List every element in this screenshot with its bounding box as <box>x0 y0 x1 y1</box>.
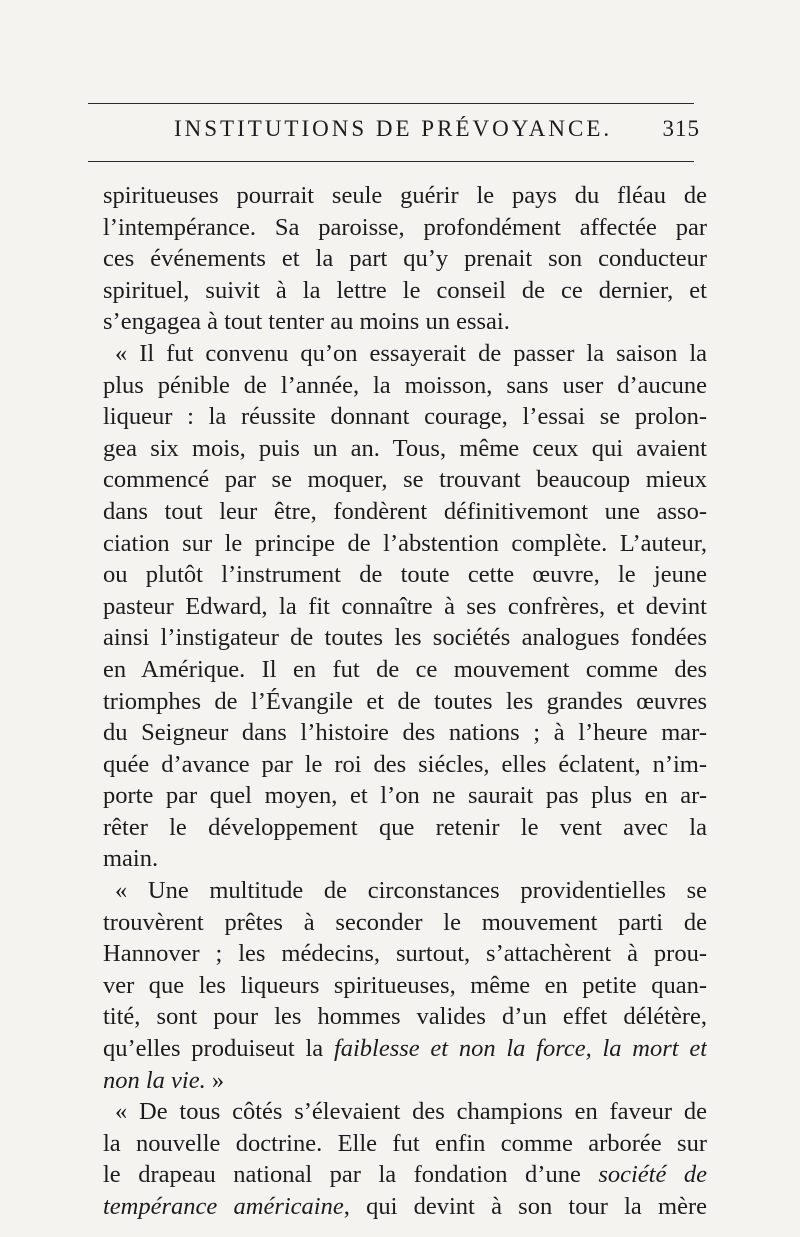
text-segment: « De tous côtés s’élevaient des champions en faveur de <box>115 1098 707 1126</box>
text-line <box>103 1001 707 1033</box>
text-segment: spirituel, suivit à la lettre le conseil de ce dernier, et <box>103 276 707 304</box>
text-line <box>103 938 707 970</box>
text-segment: triomphes de l’Évangile et de toutes les grandes œuvres <box>103 687 707 715</box>
text-segment: le drapeau national par la fondation d’une <box>103 1161 599 1189</box>
text-segment: main. <box>103 845 159 873</box>
text-line <box>103 401 707 433</box>
text-line <box>103 654 707 686</box>
text-line <box>103 1159 707 1191</box>
text-segment: qu’elles produiseut la <box>103 1035 334 1063</box>
text-line <box>103 180 707 212</box>
text-line <box>103 1065 707 1097</box>
text-segment: ver que les liqueurs spiritueuses, même en petite quan- <box>103 971 707 999</box>
header-rule-top <box>88 103 694 104</box>
text-line <box>103 812 707 844</box>
text-segment: plus pénible de l’année, la moisson, sans user d’aucune <box>103 371 707 399</box>
text-segment: ainsi l’instigateur de toutes les sociétés analogues fondées <box>103 624 707 652</box>
text-segment: quée d’avance par le roi des siécles, elles éclatent, n’im- <box>103 750 707 778</box>
text-line <box>103 843 707 875</box>
text-segment: » <box>205 1066 225 1094</box>
text-segment: dans tout leur être, fondèrent définitivemont une asso- <box>103 497 707 525</box>
text-segment: en Amérique. Il en fut de ce mouvement comme des <box>103 655 707 683</box>
text-segment: l’intempérance. Sa paroisse, profondément affectée par <box>103 213 707 241</box>
text-line <box>103 275 707 307</box>
text-segment: Hannover ; les médecins, surtout, s’attachèrent à prou- <box>103 940 707 968</box>
text-segment: « Une multitude de circonstances providentielles se <box>115 877 707 905</box>
text-line <box>103 970 707 1002</box>
text-line <box>103 306 707 338</box>
text-line <box>103 875 707 907</box>
header-rule-bottom <box>88 161 694 162</box>
text-line <box>103 1191 707 1223</box>
text-line <box>103 464 707 496</box>
text-line <box>103 907 707 939</box>
text-segment: , qui devint à son tour la mère <box>343 1193 707 1220</box>
italic-text: faiblesse et non la force, la mort et <box>333 1035 707 1063</box>
text-segment: commencé par se moquer, se trouvant beaucoup mieux <box>103 466 707 494</box>
text-line <box>103 243 707 275</box>
text-line <box>103 1128 707 1160</box>
body-text <box>103 180 707 1223</box>
italic-text: société de <box>598 1161 707 1189</box>
text-line <box>103 559 707 591</box>
text-line <box>103 338 707 370</box>
text-line <box>103 433 707 465</box>
text-line <box>103 496 707 528</box>
text-segment: s’engagea à tout tenter au moins un essai. <box>103 308 510 336</box>
text-segment: liqueur : la réussite donnant courage, l’essai se prolon- <box>103 403 707 431</box>
page-number: 315 <box>662 116 700 141</box>
text-line <box>103 1096 707 1128</box>
text-segment: trouvèrent prêtes à seconder le mouvement parti de <box>103 908 707 936</box>
text-segment: spiritueuses pourrait seule guérir le pays du fléau de <box>103 182 707 209</box>
text-segment: la nouvelle doctrine. Elle fut enfin comme arborée sur <box>103 1129 707 1157</box>
text-segment: tité, sont pour les hommes valides d’un effet délétère, <box>103 1003 707 1031</box>
text-segment: gea six mois, puis un an. Tous, même ceux qui avaient <box>103 434 707 462</box>
text-line <box>103 528 707 560</box>
text-line <box>103 370 707 402</box>
text-segment: pasteur Edward, la fit connaître à ses confrères, et devint <box>103 592 707 620</box>
text-segment: ou plutôt l’instrument de toute cette œuvre, le jeune <box>103 561 707 589</box>
text-line <box>103 622 707 654</box>
text-segment: ciation sur le principe de l’abstention complète. L’auteur, <box>103 529 707 557</box>
text-line <box>103 780 707 812</box>
text-segment: rêter le développement que retenir le vent avec la <box>103 813 707 841</box>
text-segment: porte par quel moyen, et l’on ne saurait pas plus en ar- <box>103 782 707 810</box>
text-line <box>103 686 707 718</box>
italic-text: non la vie. <box>103 1066 206 1094</box>
running-header <box>88 116 700 148</box>
text-segment: ces événements et la part qu’y prenait son conducteur <box>103 245 707 273</box>
text-line <box>103 591 707 623</box>
text-line <box>103 212 707 244</box>
text-segment: du Seigneur dans l’histoire des nations ; à l’heure mar- <box>103 719 707 747</box>
text-line <box>103 1033 707 1065</box>
text-line <box>103 717 707 749</box>
text-segment: « Il fut convenu qu’on essayerait de passer la saison la <box>115 339 707 367</box>
text-line <box>103 749 707 781</box>
running-title: INSTITUTIONS DE PRÉVOYANCE. <box>174 116 613 141</box>
italic-text: tempérance américaine <box>103 1193 344 1220</box>
